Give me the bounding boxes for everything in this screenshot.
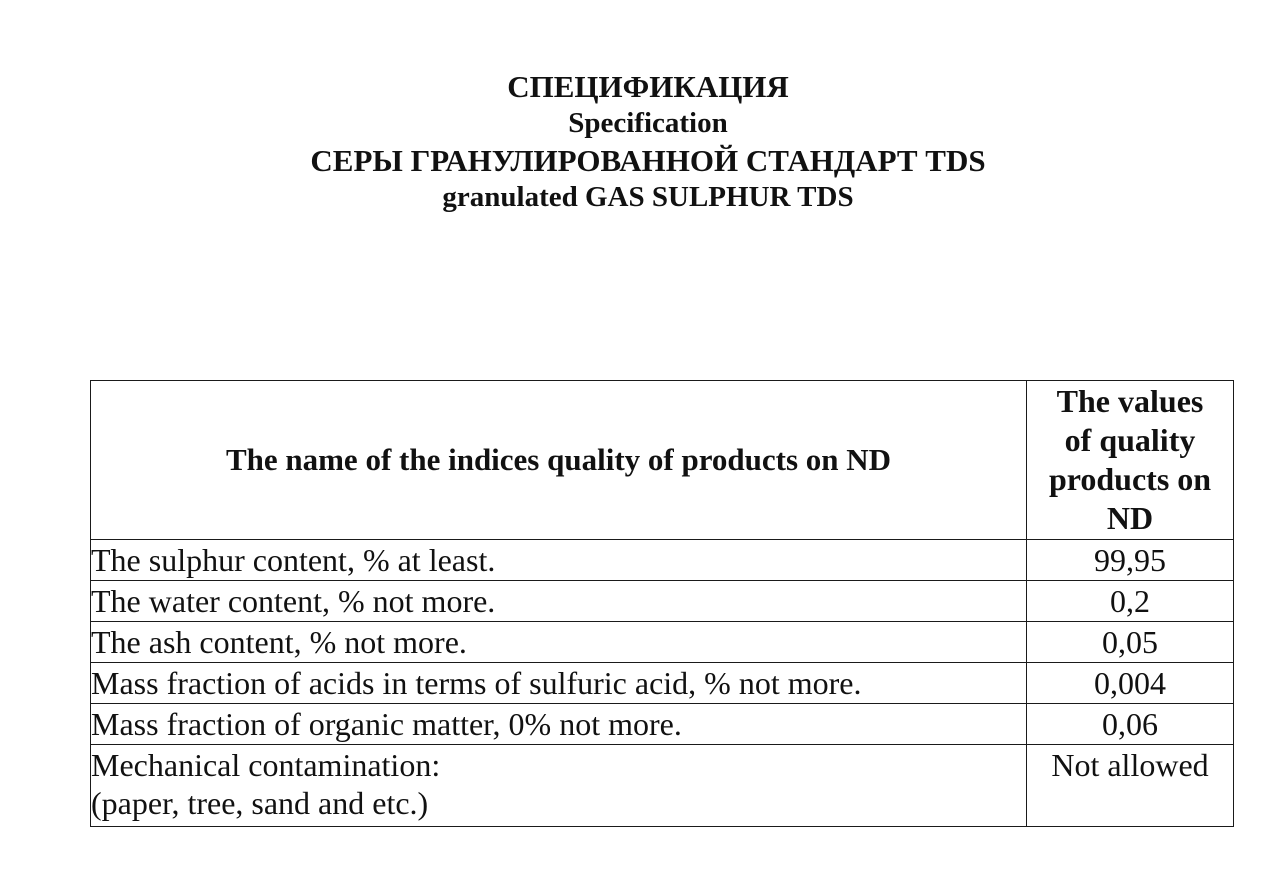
- index-name-cell: [91, 745, 1027, 827]
- title-russian: СПЕЦИФИКАЦИЯ: [507, 69, 789, 104]
- table-row: [91, 622, 1234, 663]
- index-name-cell: The water content, % not more.: [91, 581, 1027, 622]
- index-value-cell: 0,004: [1027, 663, 1234, 704]
- header-index-name: The name of the indices quality of products on ND: [91, 381, 1027, 540]
- index-value-cell: 99,95: [1027, 540, 1234, 581]
- header-value-line: of quality: [1064, 422, 1196, 458]
- table-row: [91, 581, 1234, 622]
- document-title-block: [0, 68, 1280, 216]
- index-value-cell: Not allowed: [1027, 745, 1234, 827]
- header-value-line: products on: [1048, 461, 1212, 497]
- table-row: [91, 663, 1234, 704]
- header-value-line: The values: [1056, 383, 1204, 419]
- index-value-cell: 0,05: [1027, 622, 1234, 663]
- title-english: Specification: [568, 107, 728, 139]
- table-row: [91, 745, 1234, 827]
- table-row: [91, 704, 1234, 745]
- table-row: [91, 540, 1234, 581]
- specification-table: [90, 380, 1234, 827]
- index-name-line: (paper, tree, sand and etc.): [91, 785, 429, 821]
- index-name-cell: The ash content, % not more.: [91, 622, 1027, 663]
- header-value-line: ND: [1106, 500, 1154, 536]
- subtitle-english: granulated GAS SULPHUR TDS: [442, 181, 854, 213]
- index-value-cell: 0,06: [1027, 704, 1234, 745]
- index-value-cell: 0,2: [1027, 581, 1234, 622]
- table-header-row: [91, 381, 1234, 540]
- subtitle-russian: СЕРЫ ГРАНУЛИРОВАННОЙ СТАНДАРТ TDS: [310, 143, 986, 178]
- index-name-cell: Mass fraction of acids in terms of sulfuric acid, % not more.: [91, 663, 1027, 704]
- index-name-cell: The sulphur content, % at least.: [91, 540, 1027, 581]
- index-name-cell: Mass fraction of organic matter, 0% not more.: [91, 704, 1027, 745]
- index-name-line: Mechanical contamination:: [91, 747, 441, 783]
- header-value: [1027, 381, 1234, 540]
